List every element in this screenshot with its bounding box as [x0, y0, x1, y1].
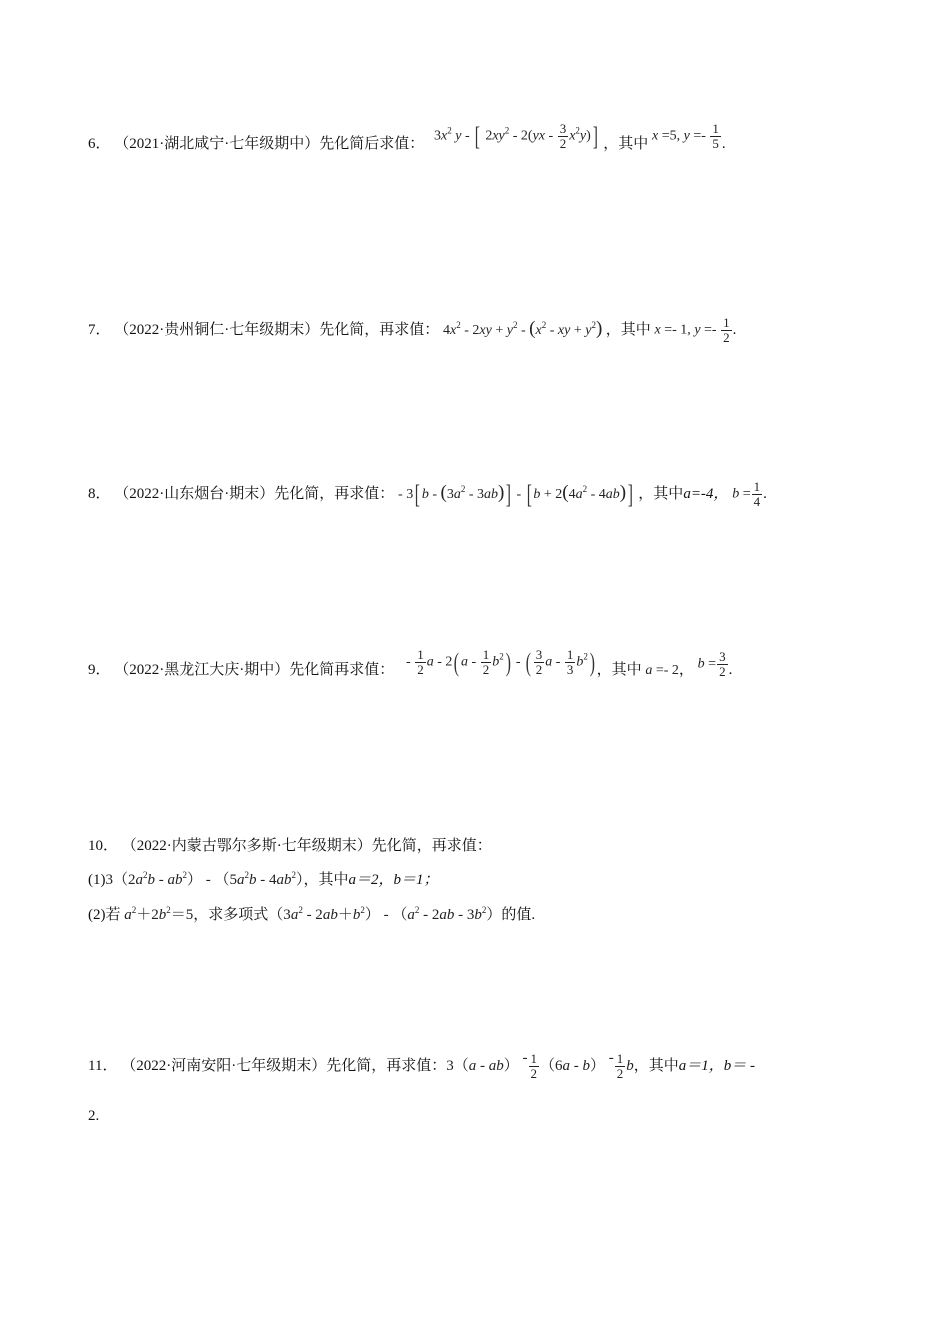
q6-condition: x =5, y =- $\frac{1}{5}$ [651, 121, 719, 151]
q7-end: . [732, 321, 737, 338]
q10-instruction: 先化简，再求值： [371, 838, 492, 854]
q11-expression: 3（a - ab） - $\frac{1}{2}$ （6a - b） - $\frac{1}{2}$ b [446, 1049, 634, 1081]
q9-source: （2022·黑龙江大庆·期中） [114, 661, 290, 678]
q11-continued-value: 2. [88, 1108, 100, 1124]
q8-where: ，其中 [638, 485, 684, 502]
q11-source: （2022·河南安阳·七年级期末） [121, 1057, 327, 1074]
question-9 [88, 647, 733, 685]
q9-where: ，其中 [596, 661, 642, 678]
q11-instruction: 先化简，再求值： [326, 1057, 447, 1074]
q6-end: . [721, 135, 726, 152]
q10-part2-mid: ，求多项式 [193, 907, 269, 923]
q6-where: ，其中 [603, 135, 649, 152]
question-10-part-2 [88, 903, 535, 924]
q8-instruction: 先化简，再求值： [274, 485, 395, 502]
q10-part2-expression: $(3a^2 - 2ab+b^2) - (a^2 - 2ab - 3b^2)$ [268, 905, 502, 923]
q10-part2-label: (2)若 [88, 907, 121, 923]
q10-number: 10． [88, 838, 119, 854]
question-11 [88, 1049, 756, 1081]
q10-part2-condition: $a^2+2b^2=5$ [124, 905, 194, 923]
q8-source: （2022·山东烟台·期末） [114, 485, 275, 502]
q8-number: 8． [88, 485, 111, 502]
q8-expression: - 3[ b - $(3a^2 - 3ab)$] - [ $b + 2(4a^2 - 4ab)$] [398, 479, 634, 509]
q10-part2-end: 的值. [501, 907, 536, 923]
q6-number: 6． [88, 135, 111, 152]
question-6 [88, 121, 726, 159]
question-10 [88, 834, 492, 855]
q9-instruction: 先化简再求值： [289, 661, 395, 678]
q11-condition: a＝1，b＝ - [678, 1057, 756, 1074]
q10-part1-label: (1) [88, 872, 106, 888]
q8-condition-a: a=-4， [683, 485, 729, 502]
q7-number: 7． [88, 321, 111, 338]
q10-part1-where: ，其中 [303, 872, 349, 888]
q7-source: （2022·贵州铜仁·七年级期末） [114, 321, 320, 338]
q9-sep: ， [678, 661, 694, 678]
question-11-continued [88, 1108, 99, 1125]
q11-where: ，其中 [633, 1057, 679, 1074]
q7-where: ，其中 [605, 321, 651, 338]
q10-part1-expression: $3(2a^2b - ab^2) - (5a^2b - 4ab^2)$ [105, 870, 304, 888]
q7-condition: x =- 1, y =- $\frac{1}{2}$ [654, 315, 730, 345]
q9-condition-a: a =- 2 [645, 662, 679, 678]
question-7 [88, 316, 736, 345]
q10-part1-condition: a＝2，b＝1； [348, 872, 439, 888]
q9-number: 9． [88, 661, 111, 678]
q9-expression: - $\frac{1}{2}$ a - 2( a - $\frac{1}{2}$ $b^2$) - ( $\frac{3}{2}$ a - $\frac{1}{3}$ $b^2$) [406, 647, 595, 677]
q6-source: （2021·湖北咸宁·七年级期中） [114, 135, 320, 152]
q10-source: （2022·内蒙古鄂尔多斯·七年级期末） [121, 838, 372, 854]
q8-end: . [763, 485, 767, 502]
q9-condition-b: b = $\frac{3}{2}$ [697, 649, 726, 679]
q7-expression: $4x^2 - 2xy + y^2 - (x^2$ - xy + $y^2$) [443, 317, 603, 339]
q6-expression: $3x^2$ y - [ $2xy^2 - 2(yx$ - $\frac{3}{2}$ $x^2y$)] [434, 121, 598, 151]
q7-instruction: 先化简，再求值： [319, 321, 440, 338]
q9-end: . [728, 661, 733, 678]
q11-number: 11． [88, 1057, 118, 1074]
question-8 [88, 480, 767, 509]
question-10-part-1 [88, 868, 439, 889]
q8-condition-b: b = $\frac{1}{4}$ [732, 479, 761, 509]
q6-instruction: 先化简后求值： [319, 135, 425, 152]
